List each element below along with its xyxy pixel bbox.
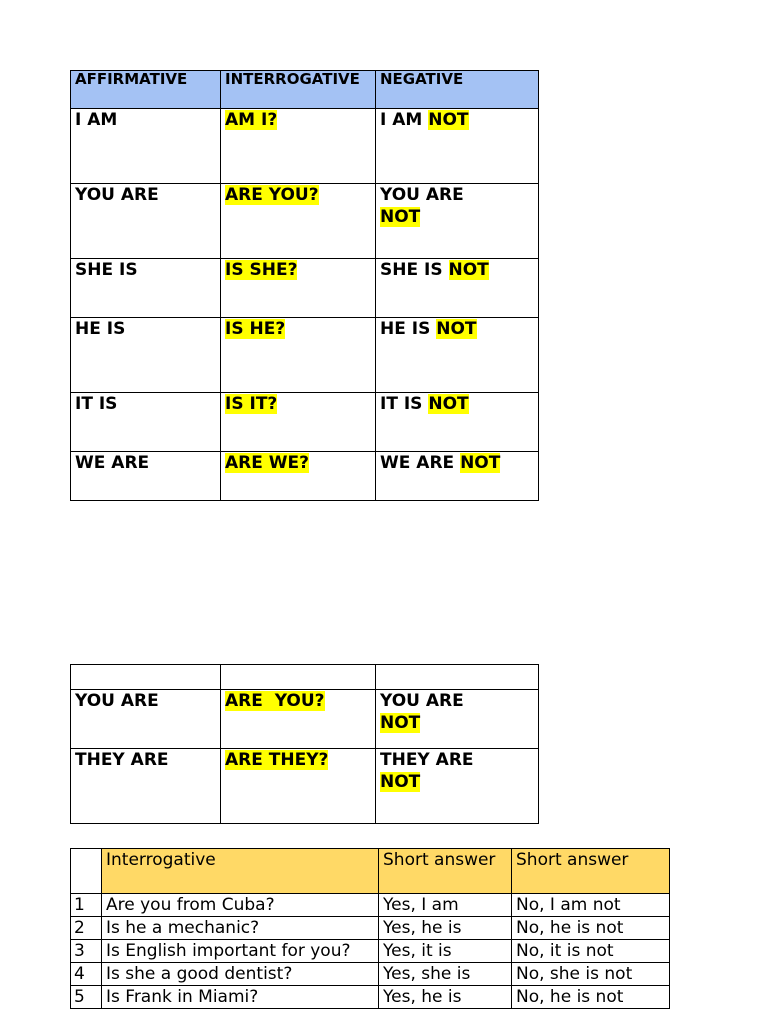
table-row bbox=[71, 318, 539, 393]
row-number: 5 bbox=[71, 986, 102, 1009]
header-interrogative: Interrogative bbox=[102, 849, 379, 894]
yes-answer-cell: Yes, I am bbox=[379, 894, 512, 917]
pronoun-table-1 bbox=[70, 70, 539, 501]
affirmative-cell: HE IS bbox=[71, 318, 221, 393]
question-cell: Is English important for you? bbox=[102, 940, 379, 963]
empty-cell bbox=[71, 665, 221, 690]
highlighted-text: ARE THEY? bbox=[225, 750, 329, 770]
negative-cell: THEY ARE NOT bbox=[376, 749, 539, 824]
negative-cell: WE ARE NOT bbox=[376, 452, 539, 501]
row-number: 4 bbox=[71, 963, 102, 986]
negative-cell: SHE IS NOT bbox=[376, 259, 539, 318]
header-short-answer-no: Short answer bbox=[512, 849, 670, 894]
table-row bbox=[71, 940, 670, 963]
table-row bbox=[71, 184, 539, 259]
empty-cell bbox=[376, 665, 539, 690]
question-cell: Are you from Cuba? bbox=[102, 894, 379, 917]
highlighted-text: IS SHE? bbox=[225, 260, 298, 280]
affirmative-cell: I AM bbox=[71, 109, 221, 184]
affirmative-cell: WE ARE bbox=[71, 452, 221, 501]
empty-cell bbox=[221, 665, 376, 690]
yes-answer-cell: Yes, he is bbox=[379, 986, 512, 1009]
interrogative-cell bbox=[221, 690, 376, 749]
interrogative-cell bbox=[221, 452, 376, 501]
header-short-answer-yes: Short answer bbox=[379, 849, 512, 894]
table-row bbox=[71, 259, 539, 318]
header-interrogative: INTERROGATIVE bbox=[221, 71, 376, 109]
question-cell: Is she a good dentist? bbox=[102, 963, 379, 986]
highlighted-not: NOT bbox=[448, 260, 489, 280]
no-answer-cell: No, he is not bbox=[512, 917, 670, 940]
empty-header-row bbox=[71, 665, 539, 690]
highlighted-text: ARE WE? bbox=[225, 453, 310, 473]
question-cell: Is Frank in Miami? bbox=[102, 986, 379, 1009]
table-header-row bbox=[71, 71, 539, 109]
highlighted-text: AM I? bbox=[225, 110, 278, 130]
negative-cell: IT IS NOT bbox=[376, 393, 539, 452]
row-number: 3 bbox=[71, 940, 102, 963]
no-answer-cell: No, I am not bbox=[512, 894, 670, 917]
highlighted-not: NOT bbox=[428, 394, 469, 414]
highlighted-text: ARE YOU? bbox=[225, 691, 325, 711]
header-affirmative: AFFIRMATIVE bbox=[71, 71, 221, 109]
yes-answer-cell: Yes, she is bbox=[379, 963, 512, 986]
yes-answer-cell: Yes, it is bbox=[379, 940, 512, 963]
highlighted-not: NOT bbox=[380, 772, 421, 792]
highlighted-not: NOT bbox=[428, 110, 469, 130]
header-negative: NEGATIVE bbox=[376, 71, 539, 109]
affirmative-cell: IT IS bbox=[71, 393, 221, 452]
highlighted-not: NOT bbox=[380, 207, 421, 227]
yes-answer-cell: Yes, he is bbox=[379, 917, 512, 940]
short-answer-table bbox=[70, 848, 670, 1009]
interrogative-cell bbox=[221, 318, 376, 393]
affirmative-cell: THEY ARE bbox=[71, 749, 221, 824]
affirmative-cell: YOU ARE bbox=[71, 184, 221, 259]
no-answer-cell: No, he is not bbox=[512, 986, 670, 1009]
table-row bbox=[71, 690, 539, 749]
question-cell: Is he a mechanic? bbox=[102, 917, 379, 940]
highlighted-not: NOT bbox=[380, 713, 421, 733]
highlighted-not: NOT bbox=[460, 453, 501, 473]
pronoun-table-2 bbox=[70, 664, 539, 824]
affirmative-cell: SHE IS bbox=[71, 259, 221, 318]
table-row bbox=[71, 452, 539, 501]
interrogative-cell bbox=[221, 393, 376, 452]
negative-cell: YOU ARE NOT bbox=[376, 690, 539, 749]
table-row bbox=[71, 894, 670, 917]
highlighted-text: IS IT? bbox=[225, 394, 278, 414]
no-answer-cell: No, it is not bbox=[512, 940, 670, 963]
interrogative-cell bbox=[221, 259, 376, 318]
table-row bbox=[71, 749, 539, 824]
table-row bbox=[71, 963, 670, 986]
negative-cell: HE IS NOT bbox=[376, 318, 539, 393]
table-row bbox=[71, 986, 670, 1009]
highlighted-text: ARE YOU? bbox=[225, 185, 319, 205]
row-number: 2 bbox=[71, 917, 102, 940]
interrogative-cell bbox=[221, 749, 376, 824]
interrogative-cell bbox=[221, 184, 376, 259]
negative-cell: I AM NOT bbox=[376, 109, 539, 184]
table-header-row bbox=[71, 849, 670, 894]
table-row bbox=[71, 109, 539, 184]
no-answer-cell: No, she is not bbox=[512, 963, 670, 986]
affirmative-cell: YOU ARE bbox=[71, 690, 221, 749]
highlighted-not: NOT bbox=[436, 319, 477, 339]
row-number: 1 bbox=[71, 894, 102, 917]
number-header-cell bbox=[71, 849, 102, 894]
negative-cell: YOU ARE NOT bbox=[376, 184, 539, 259]
interrogative-cell bbox=[221, 109, 376, 184]
highlighted-text: IS HE? bbox=[225, 319, 286, 339]
table-row bbox=[71, 917, 670, 940]
table-row bbox=[71, 393, 539, 452]
